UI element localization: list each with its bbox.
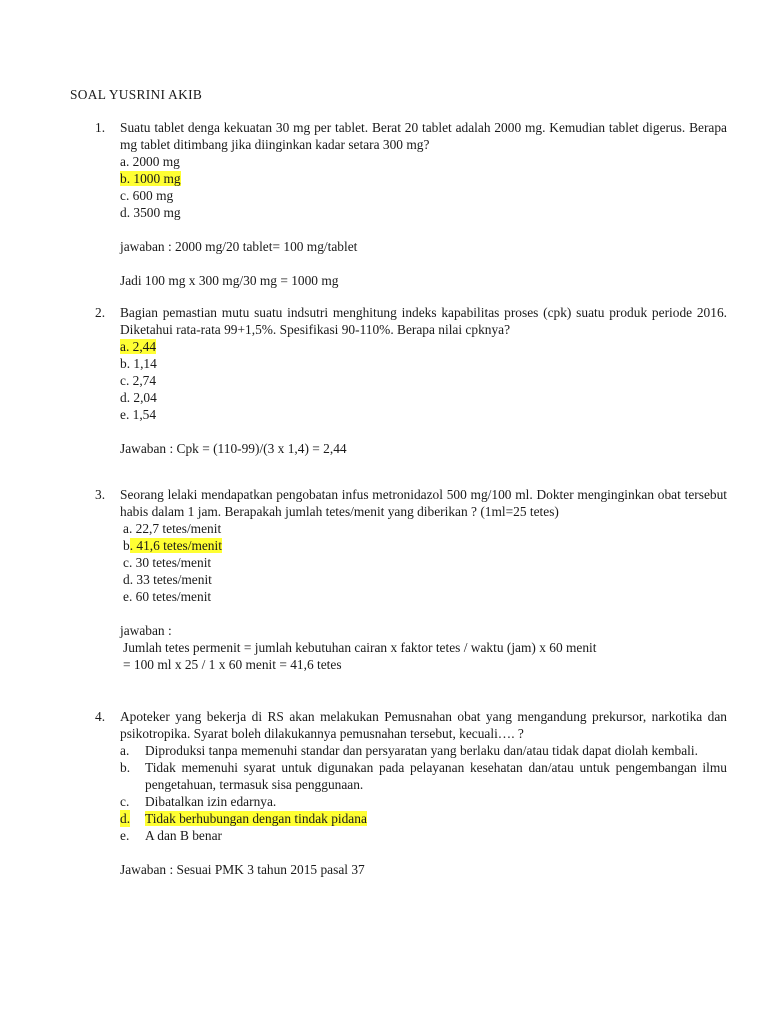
option-letter: a. xyxy=(120,743,130,758)
option-d-highlighted xyxy=(120,810,727,827)
option-b-letter: b xyxy=(123,538,130,553)
option-a-highlighted: a. 2,44 xyxy=(120,339,157,354)
answer-line: Jawaban : Sesuai PMK 3 tahun 2015 pasal 37 xyxy=(120,862,365,877)
question-3 xyxy=(95,486,727,673)
question-number: 4. xyxy=(95,709,106,724)
option-text: Tidak memenuhi syarat untuk digunakan pada pelayanan kesehatan dan/atau untuk pengembangan ilmu pengetahuan, termasuk sisa penggunaan. xyxy=(145,760,727,792)
option-letter: d. xyxy=(120,811,131,826)
option-c: c. 30 tetes/menit xyxy=(123,555,212,570)
option-a xyxy=(120,742,727,759)
question-text: Seorang lelaki mendapatkan pengobatan infus metronidazol 500 mg/100 ml. Dokter menginginkan obat tersebut habis dalam 1 jam. Berapakah jumlah tetes/menit yang diberikan ? (1ml=25 tetes) xyxy=(120,487,727,519)
question-number: 2. xyxy=(95,305,106,320)
option-b-highlighted: b. 1000 mg xyxy=(120,171,181,186)
option-e xyxy=(120,827,727,844)
answer-label: jawaban : xyxy=(120,623,172,638)
question-text: Bagian pemastian mutu suatu indsutri menghitung indeks kapabilitas proses (cpk) suatu produk periode 2016. Diketahui rata-rata 99+1,5%. Spesifikasi 90-110%. Berapa nilai cpknya? xyxy=(120,305,727,337)
option-d: d. 3500 mg xyxy=(120,205,181,220)
question-text: Suatu tablet denga kekuatan 30 mg per tablet. Berat 20 tablet adalah 2000 mg. Kemudian tablet digerus. Berapa mg tablet ditimbang jika diinginkan kadar setara 300 mg? xyxy=(120,120,727,152)
document-title: SOAL YUSRINI AKIB xyxy=(70,87,203,102)
question-text: Apoteker yang bekerja di RS akan melakukan Pemusnahan obat yang mengandung prekursor, narkotika dan psikotropika. Syarat boleh dilakukannya pemusnahan tersebut, kecuali…. ? xyxy=(120,709,727,741)
option-e: e. 60 tetes/menit xyxy=(123,589,212,604)
option-letter: b. xyxy=(120,760,131,775)
option-c: c. 2,74 xyxy=(120,373,157,388)
question-number: 3. xyxy=(95,487,106,502)
question-2 xyxy=(95,304,727,457)
option-list xyxy=(120,338,727,423)
option-e: e. 1,54 xyxy=(120,407,157,422)
option-b xyxy=(120,759,727,793)
option-text: Dibatalkan izin edarnya. xyxy=(145,794,277,809)
question-1 xyxy=(95,119,727,289)
option-b: b. 1,14 xyxy=(120,356,157,371)
answer-line-1: Jumlah tetes permenit = jumlah kebutuhan cairan x faktor tetes / waktu (jam) x 60 menit xyxy=(123,640,597,655)
option-c: c. 600 mg xyxy=(120,188,174,203)
answer-line-1: jawaban : 2000 mg/20 tablet= 100 mg/tablet xyxy=(120,239,358,254)
answer-line-2: Jadi 100 mg x 300 mg/30 mg = 1000 mg xyxy=(120,273,339,288)
option-b-highlighted: . 41,6 tetes/menit xyxy=(129,538,222,553)
option-d: d. 33 tetes/menit xyxy=(123,572,212,587)
answer-working xyxy=(123,639,727,673)
option-text: Tidak berhubungan dengan tindak pidana xyxy=(145,811,367,826)
answer-line: Jawaban : Cpk = (110-99)/(3 x 1,4) = 2,44 xyxy=(120,441,347,456)
option-d: d. 2,04 xyxy=(120,390,157,405)
option-letter: e. xyxy=(120,828,130,843)
option-letter: c. xyxy=(120,794,130,809)
option-a: a. 2000 mg xyxy=(120,154,180,169)
option-a: a. 22,7 tetes/menit xyxy=(123,521,222,536)
answer-line-2: = 100 ml x 25 / 1 x 60 menit = 41,6 tetes xyxy=(123,657,342,672)
question-number: 1. xyxy=(95,120,106,135)
option-c xyxy=(120,793,727,810)
option-text: Diproduksi tanpa memenuhi standar dan persyaratan yang berlaku dan/atau tidak dapat diolah kembali. xyxy=(145,743,698,758)
option-text: A dan B benar xyxy=(145,828,222,843)
option-list xyxy=(123,520,727,605)
option-list xyxy=(120,153,727,221)
question-4 xyxy=(95,708,727,878)
